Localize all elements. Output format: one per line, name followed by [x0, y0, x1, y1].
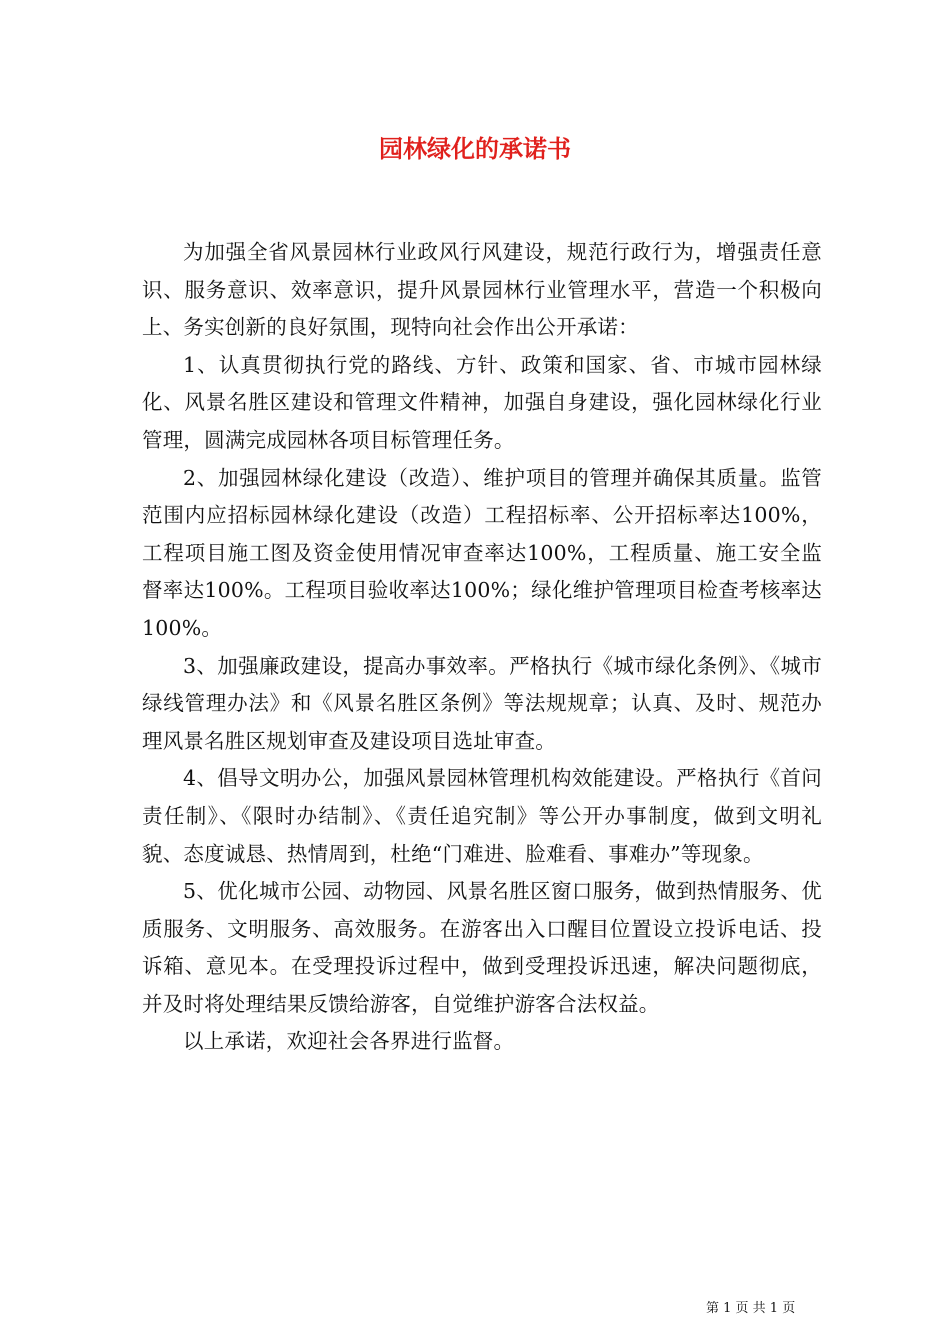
- closing-paragraph: 以上承诺，欢迎社会各界进行监督。: [183, 1029, 515, 1054]
- commitment-item-3: 3、加强廉政建设，提高办事效率。严格执行《城市绿化条例》、《城市绿线管理办法》和《风景名胜区条例》等法规规章；认真、及时、规范办理风景名胜区规划审查及建设项目选址审查。: [142, 653, 822, 753]
- commitment-item-5: 5、优化城市公园、动物园、风景名胜区窗口服务，做到热情服务、优质服务、文明服务、高效服务。在游客出入口醒目位置设立投诉电话、投诉箱、意见本。在受理投诉过程中，做到受理投诉迅速，解决问题彻底，并及时将处理结果反馈给游客，自觉维护游客合法权益。: [142, 879, 822, 1016]
- intro-paragraph: 为加强全省风景园林行业政风行风建设，规范行政行为，增强责任意识、服务意识、效率意识，提升风景园林行业管理水平，营造一个积极向上、务实创新的良好氛围，现特向社会作出公开承诺：: [142, 240, 822, 340]
- page-number: 第 1 页 共 1 页: [706, 1301, 796, 1316]
- page-title: 园林绿化的承诺书: [379, 134, 571, 163]
- document-body: [142, 234, 822, 1061]
- commitment-item-1: 1、认真贯彻执行党的路线、方针、政策和国家、省、市城市园林绿化、风景名胜区建设和管理文件精神，加强自身建设，强化园林绿化行业管理，圆满完成园林各项目标管理任务。: [142, 352, 822, 452]
- commitment-item-2: 2、加强园林绿化建设（改造）、维护项目的管理并确保其质量。监管范围内应招标园林绿化建设（改造）工程招标率、公开招标率达100%，工程项目施工图及资金使用情况审查率达100%，工程质量、施工安全监督率达100%。工程项目验收率达100%；绿化维护管理项目检查考核率达100%。: [142, 465, 822, 640]
- commitment-item-4: 4、倡导文明办公，加强风景园林管理机构效能建设。严格执行《首问责任制》、《限时办结制》、《责任追究制》等公开办事制度，做到文明礼貌、态度诚恳、热情周到，杜绝“门难进、脸难看、事难办”等现象。: [142, 766, 822, 866]
